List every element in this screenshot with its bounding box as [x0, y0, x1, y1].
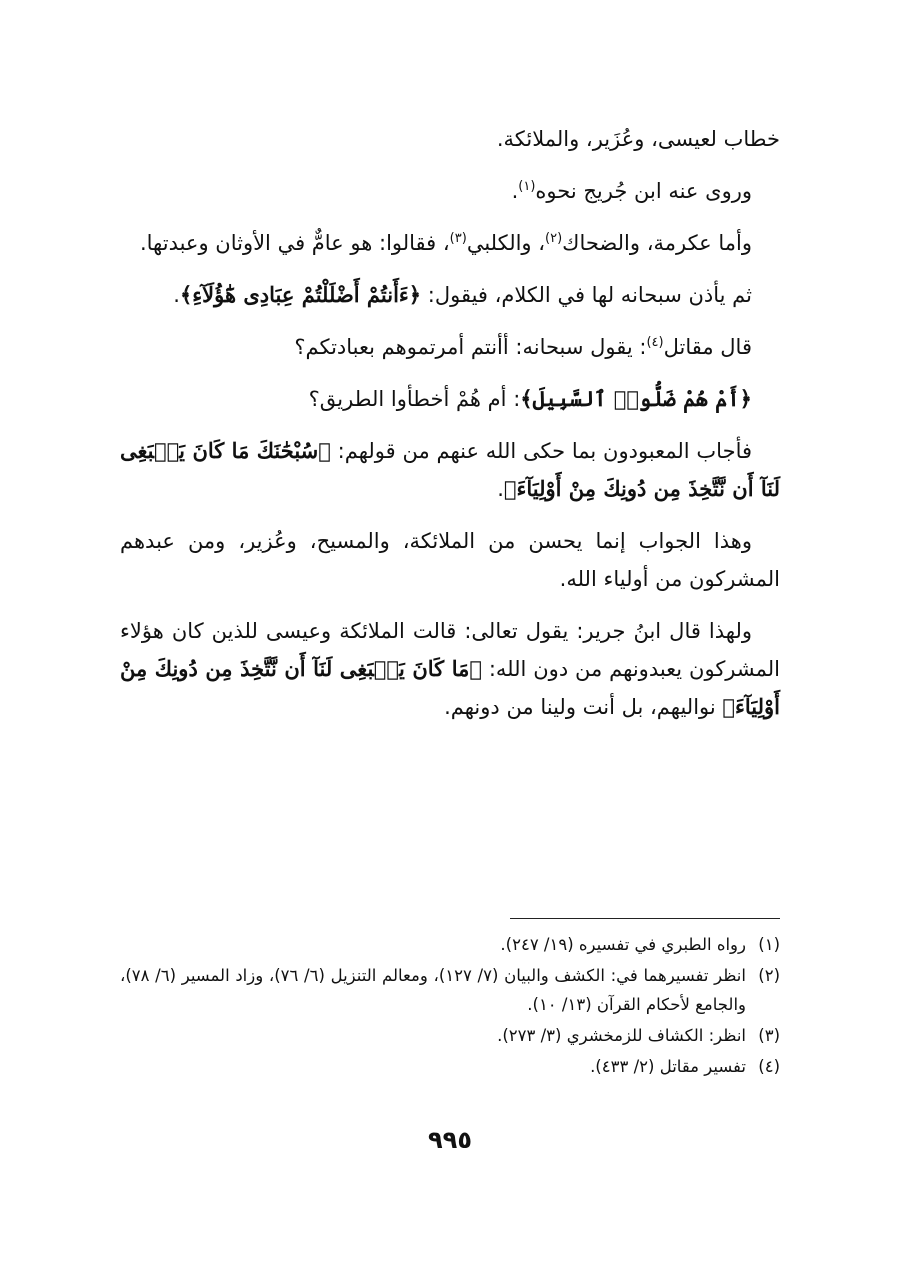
paragraph-1	[120, 120, 780, 158]
paragraph-6	[120, 380, 780, 418]
footnote-4-text: تفسير مقاتل (٢/ ٤٣٣).	[590, 1057, 746, 1076]
footnotes	[120, 930, 780, 1083]
paragraph-9	[120, 612, 780, 726]
footnote-4-number: (٤)	[758, 1057, 780, 1076]
paragraph-5-text-a: قال مقاتل	[663, 335, 752, 359]
paragraph-3-text-a: وأما عكرمة، والضحاك	[562, 231, 752, 255]
paragraph-9-end: نواليهم، بل أنت ولينا من دونهم.	[444, 695, 723, 719]
paragraph-1-text: خطاب لعيسى، وعُزَير، والملائكة.	[496, 127, 780, 151]
footnote-divider	[510, 918, 780, 919]
paragraph-2-end: .	[511, 179, 519, 203]
paragraph-9-text: ولهذا قال ابنُ جرير: يقول تعالى: قالت الملائكة وعيسى للذين كان هؤلاء المشركون يعبدونهم من دون الله:	[120, 619, 781, 681]
footnote-ref-2[interactable]: (٢)	[545, 231, 563, 246]
paragraph-8-text: وهذا الجواب إنما يحسن من الملائكة، والمسيح، وعُزير، ومن عبدهم المشركون من أولياء الله.	[120, 529, 780, 591]
paragraph-8	[120, 522, 780, 598]
paragraph-2	[120, 172, 780, 210]
paragraph-3-text-c: ، فقالوا: هو عامٌّ في الأوثان وعبدتها.	[139, 231, 450, 255]
paragraph-7-end: .	[497, 477, 504, 501]
paragraph-6-text: : أم هُمْ أخطأوا الطريق؟	[308, 387, 521, 411]
quran-verse-1: ﴿ءَأَنتُمْ أَضْلَلْتُمْ عِبَادِى هَٰٓؤُلَآءِ﴾	[179, 282, 422, 307]
footnote-3	[120, 1021, 780, 1050]
paragraph-4-end: .	[173, 283, 180, 307]
paragraph-4-text: ثم يأذن سبحانه لها في الكلام، فيقول:	[421, 283, 752, 307]
footnote-1-number: (١)	[758, 935, 780, 954]
paragraph-5-text-b: : يقول سبحانه: أأنتم أمرتموهم بعبادتكم؟	[294, 335, 647, 359]
footnote-ref-3[interactable]: (٣)	[449, 231, 467, 246]
paragraph-2-text: وروى عنه ابن جُريج نحوه	[535, 179, 752, 203]
footnote-1-text: رواه الطبري في تفسيره (١٩/ ٢٤٧).	[500, 935, 746, 954]
footnote-2-text: انظر تفسيرهما في: الكشف والبيان (٧/ ١٢٧)، ومعالم التنزيل (٦/ ٧٦)، وزاد المسير (٦/ ٧٨)، والجامع لأحكام القرآن (١٣/ ١٠).	[120, 966, 746, 1014]
footnote-2	[120, 961, 780, 1019]
footnote-2-number: (٢)	[758, 966, 780, 985]
footnote-3-text: انظر: الكشاف للزمخشري (٣/ ٢٧٣).	[497, 1026, 746, 1045]
footnote-1	[120, 930, 780, 959]
footnote-4	[120, 1052, 780, 1081]
paragraph-7-text: فأجاب المعبودون بما حكى الله عنهم من قولهم:	[330, 439, 753, 463]
quran-verse-3: ﴿سُبْحَٰنَكَ مَا كَانَ يَنۢبَغِى لَنَآ أَن نَّتَّخِذَ مِن دُونِكَ مِنْ أَوْلِيَآءَ﴾	[120, 438, 780, 501]
footnote-3-number: (٣)	[758, 1026, 780, 1045]
page-number: ٩٩٥	[428, 1126, 472, 1154]
paragraph-3	[120, 224, 780, 262]
main-text	[120, 120, 780, 726]
paragraph-3-text-b: ، والكلبي	[466, 231, 546, 255]
paragraph-4	[120, 276, 780, 314]
footnote-ref-4[interactable]: (٤)	[646, 335, 664, 350]
quran-verse-4: ﴿مَا كَانَ يَنۢبَغِى لَنَآ أَن نَّتَّخِذَ مِن دُونِكَ مِنْ أَوْلِيَآءَ﴾	[120, 656, 780, 719]
footnote-ref-1[interactable]: (١)	[518, 179, 536, 194]
paragraph-7	[120, 432, 780, 508]
quran-verse-2: ﴿أَمْ هُمْ ضَلُّوا۟ ٱلسَّبِيلَ﴾	[520, 386, 752, 411]
paragraph-5	[120, 328, 780, 366]
